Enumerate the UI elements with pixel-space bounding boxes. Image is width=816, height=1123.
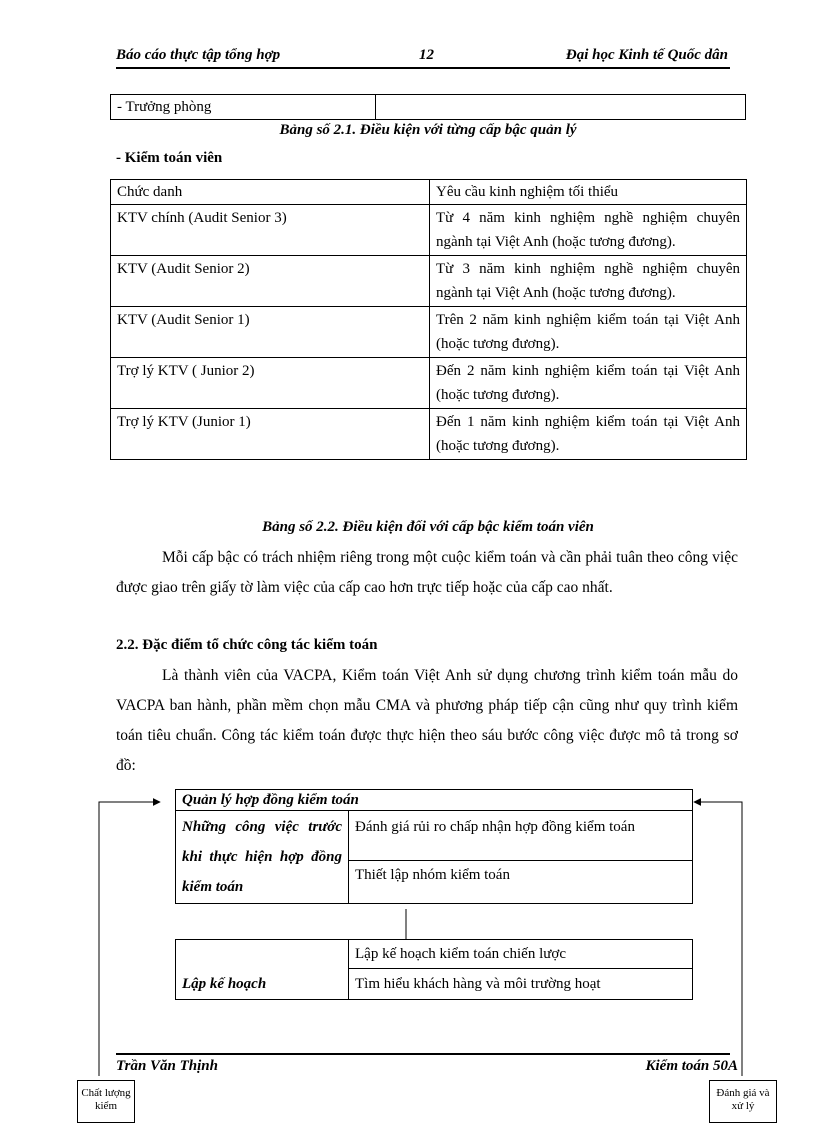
paragraph-text: Là thành viên của VACPA, Kiểm toán Việt Anh sử dụng chương trình kiểm toán mẫu do VACPA ban hành, phần mềm chọn mẫu CMA và phương pháp tiếp cận cũng như quy trình kiểm toán tiêu chuẩn. Công tác kiểm toán được thực hiện theo sáu bước công việc được mô tả trong sơ đồ: [116,667,738,774]
box-item: Đánh giá rủi ro chấp nhận hợp đồng kiểm toán [349,811,693,861]
table-cell: Trợ lý KTV ( Junior 2) [111,358,430,409]
left-feedback-arrow [99,802,160,1076]
column-header: Chức danh [111,180,430,205]
section-heading: 2.2. Đặc điểm tổ chức công tác kiểm toán [116,637,378,653]
box-item: Lập kế hoạch kiểm toán chiến lược [349,940,693,969]
page-number: 12 [419,47,434,63]
table-cell: Từ 4 năm kinh nghiệm nghề nghiệm chuyên ngành tại Việt Anh (hoặc tương đương). [430,205,747,256]
box-item: Tìm hiểu khách hàng và môi trường hoạt [349,969,693,1000]
column-header: Yêu cầu kinh nghiệm tối thiểu [430,180,747,205]
table-cell: Trên 2 năm kinh nghiệm kiểm toán tại Việt Anh (hoặc tương đương). [430,307,747,358]
table-cell: Từ 3 năm kinh nghiệm nghề nghiệm chuyên ngành tại Việt Anh (hoặc tương đương). [430,256,747,307]
diagram-box-planning [175,939,693,1000]
box-left-label: Lập kế hoạch [176,940,349,1000]
header-left: Báo cáo thực tập tổng hợp [116,47,281,63]
diagram-box-contract [175,789,693,904]
box-item: Thiết lập nhóm kiểm toán [349,860,693,904]
paragraph-text: Mỗi cấp bậc có trách nhiệm riêng trong một cuộc kiểm toán và cần phải tuân theo công việc được giao trên giấy tờ làm việc của cấp cao hơn trực tiếp hoặc của cấp cao nhất. [116,549,738,596]
box-left-label: Những công việc trước khi thực hiện hợp đồng kiểm toán [176,811,349,904]
footer-class: Kiểm toán 50A [645,1058,738,1074]
table-cell: KTV (Audit Senior 1) [111,307,430,358]
table-cell: - Trưởng phòng [111,95,376,120]
table-cell: Trợ lý KTV (Junior 1) [111,409,430,460]
table-caption-2-2: Bảng số 2.2. Điều kiện đối với cấp bậc kiểm toán viên [262,519,594,535]
table-cell: Đến 1 năm kinh nghiệm kiểm toán tại Việt Anh (hoặc tương đương). [430,409,747,460]
side-box-left: Chất lượng kiểm [77,1080,135,1123]
header-right: Đại học Kinh tế Quốc dân [565,47,728,63]
side-box-right: Đánh giá và xử lý [709,1080,777,1123]
footer-author: Trần Văn Thịnh [116,1058,218,1074]
auditor-heading: - Kiểm toán viên [116,150,223,166]
table-cell: Đến 2 năm kinh nghiệm kiểm toán tại Việt Anh (hoặc tương đương). [430,358,747,409]
right-feedback-arrow [694,802,742,1076]
footer-rule [116,1053,730,1055]
table-caption-2-1: Bảng số 2.1. Điều kiện với từng cấp bậc quản lý [279,122,577,138]
table-cell: KTV (Audit Senior 2) [111,256,430,307]
table-cell: KTV chính (Audit Senior 3) [111,205,430,256]
box-title: Quản lý hợp đồng kiểm toán [176,790,693,811]
